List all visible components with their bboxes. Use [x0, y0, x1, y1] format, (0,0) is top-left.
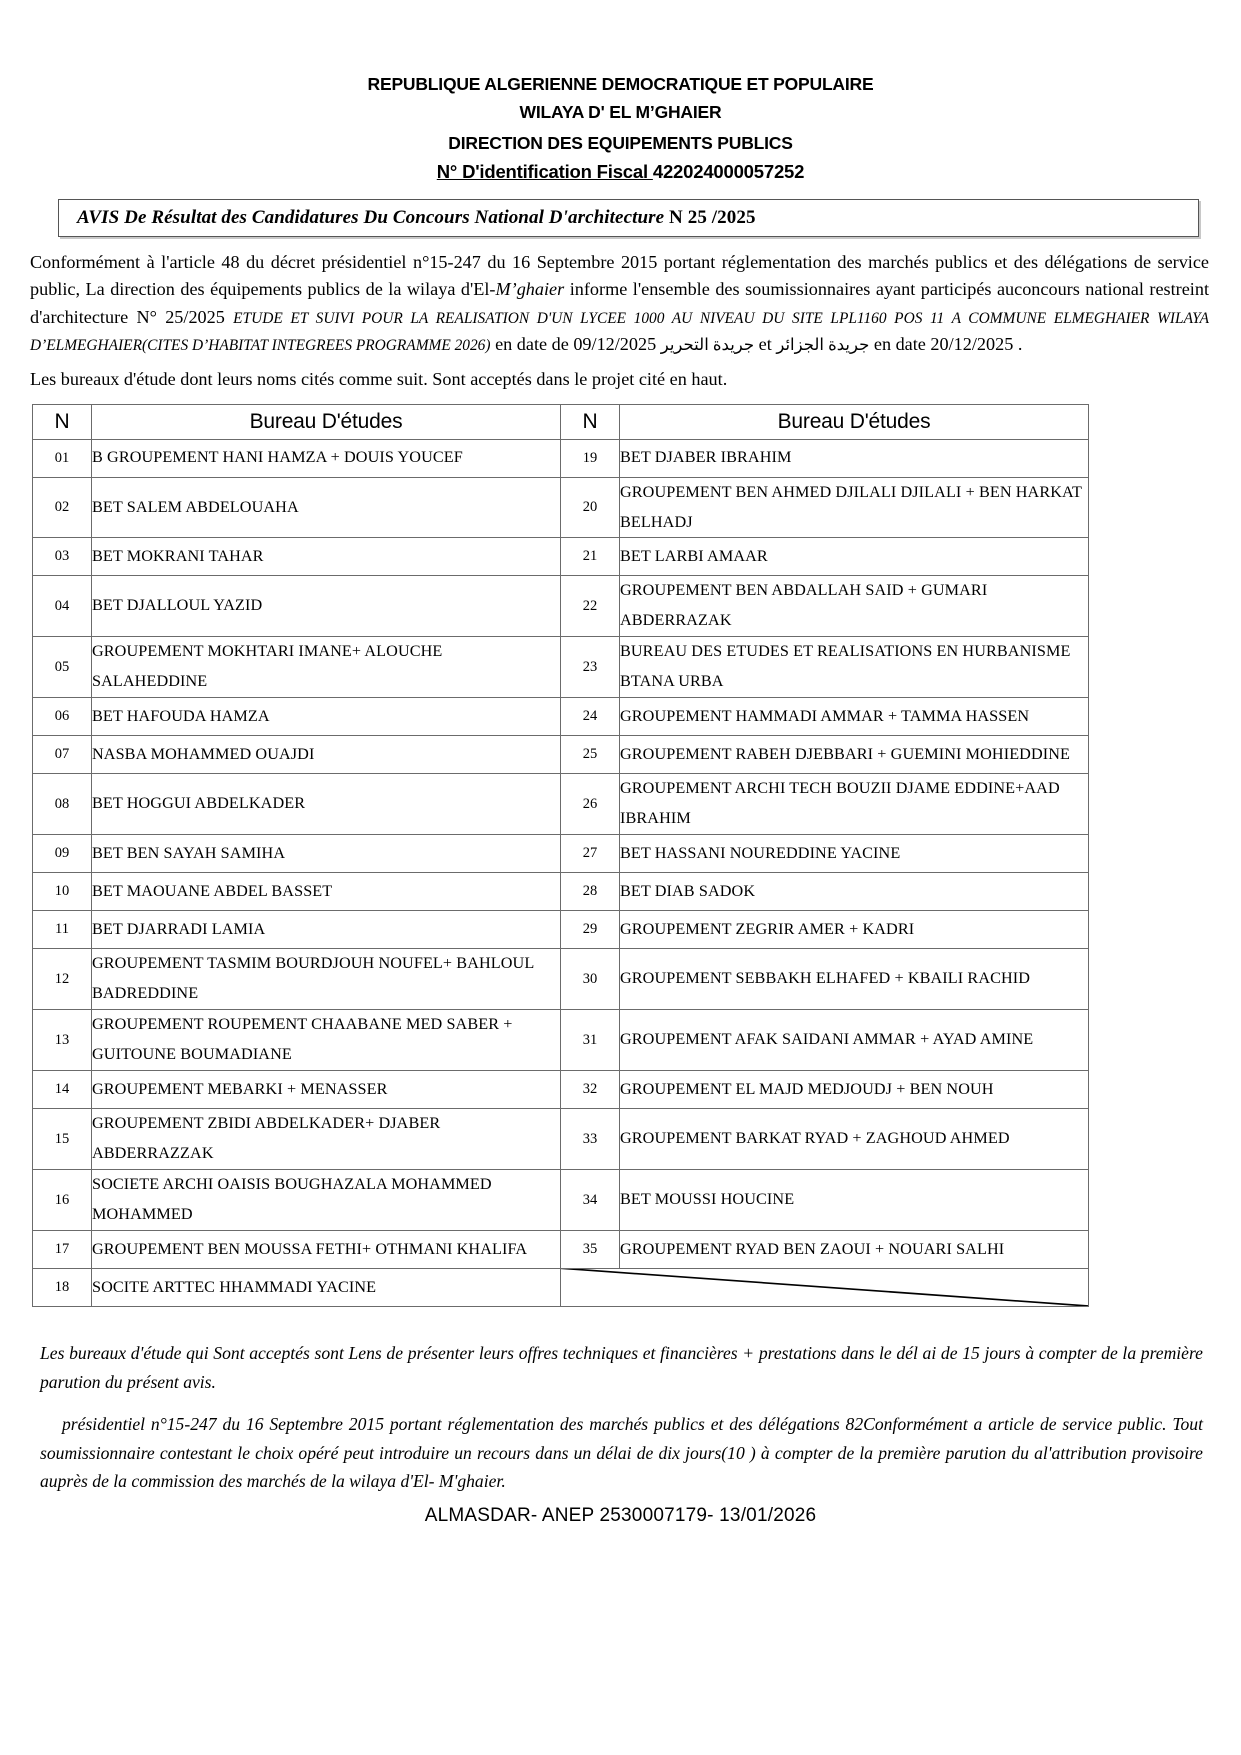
table-row: [33, 1071, 1089, 1109]
row-number-right: 22: [561, 576, 620, 637]
bureau-name-right: GROUPEMENT ZEGRIR AMER + KADRI: [620, 911, 1089, 949]
row-number-right: 23: [561, 637, 620, 698]
document-header: [24, 70, 1217, 183]
bureau-name-left: GROUPEMENT MEBARKI + MENASSER: [92, 1071, 561, 1109]
table-row: [33, 1010, 1089, 1071]
row-number-left: 14: [33, 1071, 92, 1109]
table-header: [33, 404, 1089, 439]
intro-segment-5: en date 20/12/2025 .: [869, 333, 1023, 354]
bureau-name-right: GROUPEMENT RYAD BEN ZAOUI + NOUARI SALHI: [620, 1231, 1089, 1269]
col-header-bureau-left: Bureau D'études: [92, 404, 561, 439]
intro-arabic-newspaper-1: جريدة التحرير: [660, 334, 755, 354]
row-number-right: 27: [561, 835, 620, 873]
intro-arabic-newspaper-2: جريدة الجزائر: [776, 334, 870, 354]
row-number-left: 03: [33, 538, 92, 576]
row-number-left: 16: [33, 1170, 92, 1231]
bureau-name-left: BET HOGGUI ABDELKADER: [92, 774, 561, 835]
row-number-left: 06: [33, 698, 92, 736]
bureau-name-right: BET HASSANI NOUREDDINE YACINE: [620, 835, 1089, 873]
row-number-right: 33: [561, 1109, 620, 1170]
empty-struck-cell: [561, 1269, 1089, 1307]
anep-reference: ALMASDAR- ANEP 2530007179- 13/01/2026: [424, 1505, 817, 1526]
bureau-name-left: SOCITE ARTTEC HHAMMADI YACINE: [92, 1269, 561, 1307]
bureau-name-left: GROUPEMENT ROUPEMENT CHAABANE MED SABER + GUITOUNE BOUMADIANE: [92, 1010, 561, 1071]
row-number-left: 08: [33, 774, 92, 835]
bureau-name-left: BET MAOUANE ABDEL BASSET: [92, 873, 561, 911]
bureau-name-left: BET DJALLOUL YAZID: [92, 576, 561, 637]
row-number-left: 17: [33, 1231, 92, 1269]
bureau-name-right: BET DJABER IBRAHIM: [620, 439, 1089, 477]
intro-mghaier: M’ghaier: [495, 279, 565, 300]
table-row: [33, 1269, 1089, 1307]
bureau-name-right: GROUPEMENT EL MAJD MEDJOUDJ + BEN NOUH: [620, 1071, 1089, 1109]
table-row: [33, 1170, 1089, 1231]
intro-paragraph: [30, 249, 1209, 358]
bureau-name-right: GROUPEMENT HAMMADI AMMAR + TAMMA HASSEN: [620, 698, 1089, 736]
row-number-left: 13: [33, 1010, 92, 1071]
table-header-row: [33, 404, 1089, 439]
row-number-right: 34: [561, 1170, 620, 1231]
row-number-left: 05: [33, 637, 92, 698]
row-number-right: 19: [561, 439, 620, 477]
avis-title-text: [77, 207, 1188, 229]
intro-project-designation: ETUDE ET SUIVI POUR LA REALISATION D'UN LYCEE 1000 AU NIVEAU DU SITE LPL1160 POS 11 A COMMUNE ELMEGHAIER WILAYA D’ELMEGHAIER(CITES D’HABITAT INTEGREES PROGRAMME 2026): [30, 309, 1210, 354]
fiscal-number: 422024000057252: [652, 160, 805, 182]
row-number-right: 25: [561, 736, 620, 774]
row-number-left: 09: [33, 835, 92, 873]
row-number-right: 30: [561, 949, 620, 1010]
row-number-left: 11: [33, 911, 92, 949]
row-number-left: 02: [33, 477, 92, 538]
intro-segment-3: en date de 09/12/2025: [490, 333, 661, 354]
row-number-right: 20: [561, 477, 620, 538]
table-row: [33, 835, 1089, 873]
bureau-name-right: GROUPEMENT BEN AHMED DJILALI DJILALI + BEN HARKAT BELHADJ: [620, 477, 1089, 538]
table-row: [33, 774, 1089, 835]
table-row: [33, 698, 1089, 736]
row-number-right: 28: [561, 873, 620, 911]
avis-title-number: N 25 /2025: [664, 207, 756, 229]
row-number-left: 18: [33, 1269, 92, 1307]
bureau-name-left: NASBA MOHAMMED OUAJDI: [92, 736, 561, 774]
table-body: [33, 439, 1089, 1307]
bureau-name-right: BET MOUSSI HOUCINE: [620, 1170, 1089, 1231]
row-number-right: 24: [561, 698, 620, 736]
row-number-left: 01: [33, 439, 92, 477]
bureaux-detudes-table: [32, 404, 1089, 1308]
footer-recours-text: présidentiel n°15-247 du 16 Septembre 2015 portant réglementation des marchés publics et des délégations 82Conformément a article de service public. Tout soumissionnaire contestant le choix opéré peut introduire un recours dans un délai de dix jours(10 ) à compter de la première parution du al'attribution provisoire auprès de la commission des marchés de la wilaya d'El- M'ghaier.: [40, 1414, 1203, 1492]
bureau-name-right: GROUPEMENT ARCHI TECH BOUZII DJAME EDDINE+AAD IBRAHIM: [620, 774, 1089, 835]
row-number-left: 10: [33, 873, 92, 911]
table-row: [33, 949, 1089, 1010]
table-row: [33, 911, 1089, 949]
table-row: [33, 1109, 1089, 1170]
header-fiscal-line: [24, 160, 1217, 183]
header-wilaya-line: WILAYA D' EL M’GHAIER: [519, 102, 722, 123]
bureau-name-left: BET HAFOUDA HAMZA: [92, 698, 561, 736]
bureau-name-left: BET SALEM ABDELOUAHA: [92, 477, 561, 538]
table-row: [33, 736, 1089, 774]
row-number-right: 21: [561, 538, 620, 576]
row-number-right: 26: [561, 774, 620, 835]
bureau-name-left: GROUPEMENT MOKHTARI IMANE+ ALOUCHE SALAHEDDINE: [92, 637, 561, 698]
row-number-left: 15: [33, 1109, 92, 1170]
col-header-n-left: N: [33, 404, 92, 439]
header-direction-line: DIRECTION DES EQUIPEMENTS PUBLICS: [448, 132, 793, 153]
bureau-name-right: GROUPEMENT AFAK SAIDANI AMMAR + AYAD AMINE: [620, 1010, 1089, 1071]
row-number-right: 31: [561, 1010, 620, 1071]
row-number-right: 29: [561, 911, 620, 949]
table-row: [33, 538, 1089, 576]
bureau-name-right: BET DIAB SADOK: [620, 873, 1089, 911]
avis-title-italic: AVIS De Résultat des Candidatures Du Concours National D'architecture: [77, 207, 665, 229]
intro-segment-4: et: [754, 333, 777, 354]
table-row: [33, 637, 1089, 698]
intro-segment-1: Conformément à l'article 48 du décret présidentiel n°15-247 du 16 Septembre 2015 portant réglementation des marchés publics et des délégations de service public, La direction des équipements publics de la wilaya d'El-: [30, 252, 1209, 300]
bureau-name-right: GROUPEMENT RABEH DJEBBARI + GUEMINI MOHIEDDINE: [620, 736, 1089, 774]
table-row: [33, 576, 1089, 637]
bureau-name-right: GROUPEMENT SEBBAKH ELHAFED + KBAILI RACHID: [620, 949, 1089, 1010]
bureau-name-right: GROUPEMENT BEN ABDALLAH SAID + GUMARI ABDERRAZAK: [620, 576, 1089, 637]
table-row: [33, 477, 1089, 538]
table-row: [33, 1231, 1089, 1269]
bureau-name-left: BET MOKRANI TAHAR: [92, 538, 561, 576]
bureau-name-left: B GROUPEMENT HANI HAMZA + DOUIS YOUCEF: [92, 439, 561, 477]
fiscal-label: N° D'identification Fiscal: [436, 160, 653, 182]
footer-paragraph-offers: Les bureaux d'étude qui Sont acceptés sont Lens de présenter leurs offres techniques et financières + prestations dans le dél ai de 15 jours à compter de la première parution du présent avis.: [40, 1343, 1203, 1392]
row-number-right: 35: [561, 1231, 620, 1269]
bureau-name-left: BET BEN SAYAH SAMIHA: [92, 835, 561, 873]
table-row: [33, 873, 1089, 911]
row-number-left: 12: [33, 949, 92, 1010]
row-number-left: 04: [33, 576, 92, 637]
col-header-bureau-right: Bureau D'études: [620, 404, 1089, 439]
bureau-name-left: GROUPEMENT TASMIM BOURDJOUH NOUFEL+ BAHLOUL BADREDDINE: [92, 949, 561, 1010]
row-number-left: 07: [33, 736, 92, 774]
row-number-right: 32: [561, 1071, 620, 1109]
footer-paragraph-recours: [40, 1410, 1203, 1496]
table-row: [33, 439, 1089, 477]
bureau-name-right: BUREAU DES ETUDES ET REALISATIONS EN HURBANISME BTANA URBA: [620, 637, 1089, 698]
accepted-list-intro: Les bureaux d'étude dont leurs noms cités comme suit. Sont acceptés dans le projet cité en haut.: [30, 369, 728, 390]
bureau-name-right: BET LARBI AMAAR: [620, 538, 1089, 576]
bureau-name-left: GROUPEMENT BEN MOUSSA FETHI+ OTHMANI KHALIFA: [92, 1231, 561, 1269]
avis-title-box: [58, 199, 1199, 237]
col-header-n-right: N: [561, 404, 620, 439]
intro-segment-2: informe l'ensemble des soumissionnaires ayant participés auconcours national restreint d'architecture N° 25/2025: [30, 279, 1209, 327]
bureau-name-left: SOCIETE ARCHI OAISIS BOUGHAZALA MOHAMMED MOHAMMED: [92, 1170, 561, 1231]
bureau-name-right: GROUPEMENT BARKAT RYAD + ZAGHOUD AHMED: [620, 1109, 1089, 1170]
header-republic-line: REPUBLIQUE ALGERIENNE DEMOCRATIQUE ET POPULAIRE: [367, 74, 874, 94]
bureau-name-left: BET DJARRADI LAMIA: [92, 911, 561, 949]
bureau-name-left: GROUPEMENT ZBIDI ABDELKADER+ DJABER ABDERRAZZAK: [92, 1109, 561, 1170]
